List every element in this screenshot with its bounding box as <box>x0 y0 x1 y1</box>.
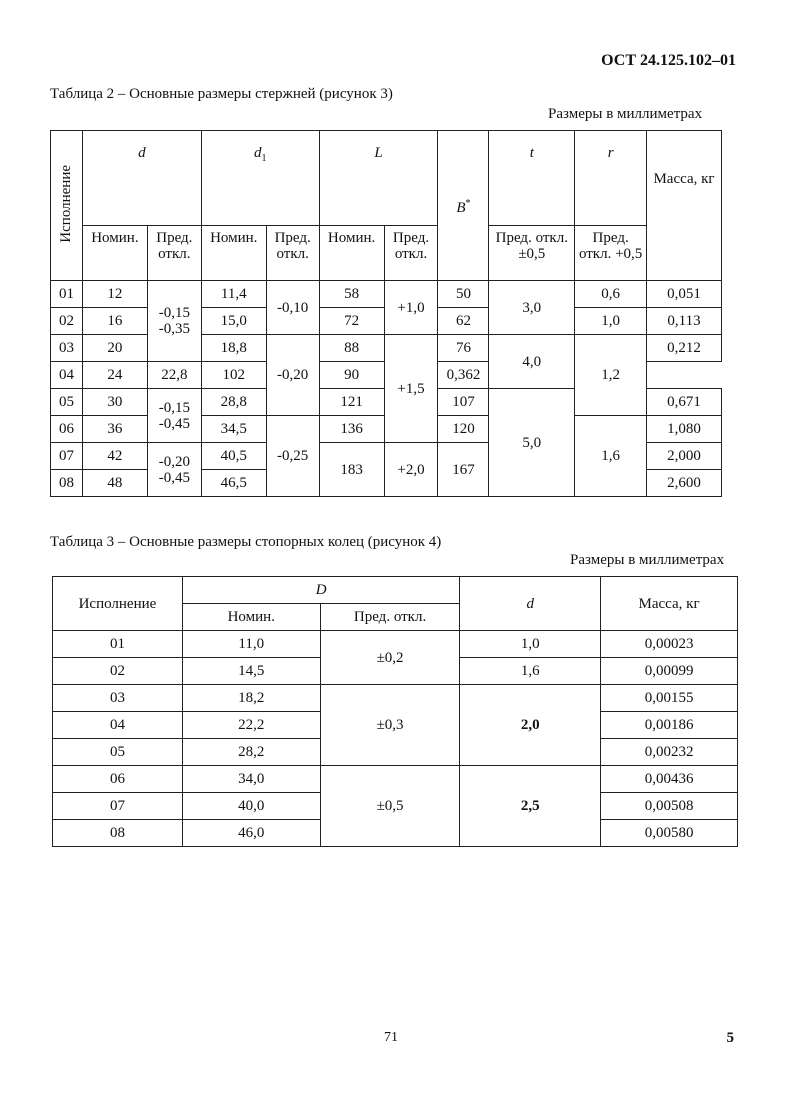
cell-d1: 34,5 <box>201 416 266 443</box>
cell-mass: 0,00186 <box>601 712 738 739</box>
cell-mass: 0,00232 <box>601 739 738 766</box>
cell-isp: 07 <box>53 793 183 820</box>
sheet-number: 5 <box>726 1030 734 1046</box>
cell-D: 28,2 <box>182 739 320 766</box>
cell-d: 2,0 <box>460 685 601 766</box>
header-L: L <box>319 131 438 226</box>
cell-isp: 06 <box>53 766 183 793</box>
cell-d-tol: -0,15 -0,35 <box>147 281 201 362</box>
cell-mass: 0,362 <box>438 362 489 389</box>
cell-D: 34,0 <box>182 766 320 793</box>
cell-d1: 11,4 <box>201 281 266 308</box>
header-t: t <box>489 131 575 226</box>
cell-t: 3,0 <box>489 281 575 335</box>
document-code: ОСТ 24.125.102–01 <box>601 52 736 69</box>
table3-retaining-rings <box>52 576 738 847</box>
cell-B: 90 <box>319 362 384 389</box>
cell-D: 46,0 <box>182 820 320 847</box>
cell-d-tol: -0,15 -0,45 <box>147 389 201 443</box>
cell-isp: 05 <box>51 389 83 416</box>
cell-mass: 0,00023 <box>601 631 738 658</box>
cell-isp: 05 <box>53 739 183 766</box>
cell-mass: 0,00580 <box>601 820 738 847</box>
cell-D-tol: ±0,2 <box>320 631 460 685</box>
cell-L: 136 <box>319 416 384 443</box>
header-massa: Масса, кг <box>601 577 738 631</box>
cell-L: 121 <box>319 389 384 416</box>
cell-mass: 2,000 <box>647 443 722 470</box>
cell-L: 88 <box>319 335 384 362</box>
cell-d: 2,5 <box>460 766 601 847</box>
cell-mass: 0,212 <box>647 335 722 362</box>
table2-rods-dimensions <box>50 130 722 497</box>
header-D: D <box>182 577 460 604</box>
cell-d1: 22,8 <box>147 362 201 389</box>
header-ispolnenie: Исполнение <box>53 577 183 631</box>
cell-B: 76 <box>438 335 489 362</box>
cell-B: 107 <box>438 389 489 416</box>
cell-isp: 07 <box>51 443 83 470</box>
cell-isp: 04 <box>53 712 183 739</box>
header-d: d <box>82 131 201 226</box>
cell-mass: 0,051 <box>647 281 722 308</box>
cell-isp: 08 <box>53 820 183 847</box>
header-massa: Масса, кг <box>647 131 722 281</box>
cell-d: 30 <box>82 389 147 416</box>
cell-isp: 01 <box>53 631 183 658</box>
cell-L: 102 <box>201 362 266 389</box>
cell-d1: 15,0 <box>201 308 266 335</box>
cell-L-tol: +1,0 <box>384 281 438 335</box>
header-t-tol: Пред. откл. ±0,5 <box>489 226 575 281</box>
cell-d-tol: -0,20 -0,45 <box>147 443 201 497</box>
header-r-tol: Пред. откл. +0,5 <box>575 226 647 281</box>
cell-d: 24 <box>82 362 147 389</box>
cell-isp: 03 <box>53 685 183 712</box>
cell-d1: 46,5 <box>201 470 266 497</box>
cell-t: 4,0 <box>489 335 575 389</box>
table-row <box>51 281 722 308</box>
cell-d: 36 <box>82 416 147 443</box>
cell-d1-tol: -0,10 <box>266 281 319 335</box>
cell-d1: 18,8 <box>201 335 266 362</box>
cell-d: 1,6 <box>460 658 601 685</box>
header-d: d <box>460 577 601 631</box>
table3-units: Размеры в миллиметрах <box>570 552 725 568</box>
cell-d1-tol: -0,25 <box>266 416 319 497</box>
cell-t: 5,0 <box>489 389 575 497</box>
cell-d: 16 <box>82 308 147 335</box>
cell-isp: 06 <box>51 416 83 443</box>
cell-isp: 08 <box>51 470 83 497</box>
cell-d: 42 <box>82 443 147 470</box>
cell-d: 1,0 <box>460 631 601 658</box>
table2-units: Размеры в миллиметрах <box>548 106 703 122</box>
cell-D: 40,0 <box>182 793 320 820</box>
cell-D-tol: ±0,5 <box>320 766 460 847</box>
header-d-nomin: Номин. <box>82 226 147 281</box>
cell-B: 120 <box>438 416 489 443</box>
cell-isp: 04 <box>51 362 83 389</box>
table-row <box>53 766 738 793</box>
table-row <box>53 631 738 658</box>
cell-D-tol: ±0,3 <box>320 685 460 766</box>
header-D-nomin: Номин. <box>182 604 320 631</box>
cell-isp: 02 <box>53 658 183 685</box>
cell-d1-tol: -0,20 <box>266 335 319 416</box>
header-ispolnenie: Исполнение <box>51 131 83 281</box>
cell-d: 20 <box>82 335 147 362</box>
cell-mass: 2,600 <box>647 470 722 497</box>
table2-caption: Таблица 2 – Основные размеры стержней (рисунок 3) <box>50 86 393 102</box>
table3-caption: Таблица 3 – Основные размеры стопорных колец (рисунок 4) <box>50 534 442 550</box>
cell-L: 183 <box>319 443 384 497</box>
header-d-pred: Пред. откл. <box>147 226 201 281</box>
cell-r: 1,0 <box>575 308 647 335</box>
cell-mass: 0,00508 <box>601 793 738 820</box>
header-d1-pred: Пред. откл. <box>266 226 319 281</box>
header-r: r <box>575 131 647 226</box>
cell-r: 0,6 <box>575 281 647 308</box>
cell-mass: 0,671 <box>647 389 722 416</box>
cell-isp: 01 <box>51 281 83 308</box>
cell-d: 12 <box>82 281 147 308</box>
cell-mass: 0,113 <box>647 308 722 335</box>
cell-mass: 0,00155 <box>601 685 738 712</box>
cell-d1: 28,8 <box>201 389 266 416</box>
header-B: B* <box>438 131 489 281</box>
cell-B: 167 <box>438 443 489 497</box>
cell-L: 58 <box>319 281 384 308</box>
header-d1-nomin: Номин. <box>201 226 266 281</box>
header-L-pred: Пред. откл. <box>384 226 438 281</box>
cell-d: 48 <box>82 470 147 497</box>
cell-L-tol: +2,0 <box>384 443 438 497</box>
cell-D: 18,2 <box>182 685 320 712</box>
cell-L: 72 <box>319 308 384 335</box>
cell-D: 14,5 <box>182 658 320 685</box>
table-row <box>53 685 738 712</box>
cell-mass: 1,080 <box>647 416 722 443</box>
cell-mass: 0,00436 <box>601 766 738 793</box>
cell-mass: 0,00099 <box>601 658 738 685</box>
cell-isp: 02 <box>51 308 83 335</box>
cell-D: 11,0 <box>182 631 320 658</box>
cell-d1: 40,5 <box>201 443 266 470</box>
header-d1: $d_1$ <box>201 131 319 226</box>
cell-D: 22,2 <box>182 712 320 739</box>
cell-r: 1,6 <box>575 416 647 497</box>
header-L-nomin: Номин. <box>319 226 384 281</box>
cell-B: 62 <box>438 308 489 335</box>
cell-L-tol: +1,5 <box>384 335 438 443</box>
cell-r: 1,2 <box>575 335 647 416</box>
header-D-pred: Пред. откл. <box>320 604 460 631</box>
cell-B: 50 <box>438 281 489 308</box>
cell-isp: 03 <box>51 335 83 362</box>
page-number: 71 <box>384 1030 398 1045</box>
